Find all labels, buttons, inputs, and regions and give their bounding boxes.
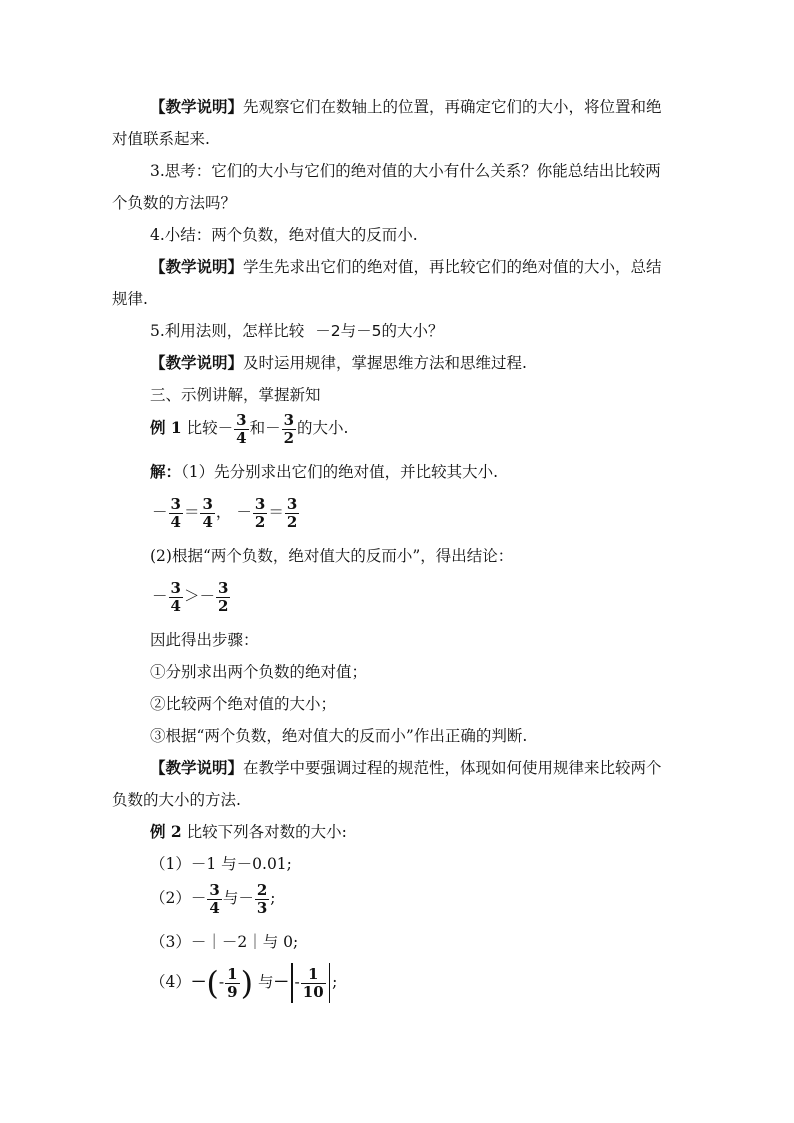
q5-prefix: 5.利用法则，怎样比较 [150, 322, 305, 340]
example-1 [150, 408, 348, 448]
fraction: $\frac{3}{4}$ [209, 880, 220, 917]
steps-intro: 因此得出步骤： [150, 631, 259, 649]
section-heading: 三、示例讲解，掌握新知 [150, 386, 321, 404]
note-text: 学生先求出它们的绝对值，再比较它们的绝对值的大小，总结 [243, 258, 662, 276]
example-2-item-2: （2）－ $\frac{3}{4}$ 与－ $\frac{2}{3}$ ; [150, 880, 276, 917]
example-2-label: 例 2 [150, 822, 182, 841]
note-paragraph-3 [150, 353, 527, 373]
solution-label: 解： [150, 462, 182, 481]
solution-step-1 [150, 462, 498, 482]
example-1-prefix: 比较－ [186, 419, 234, 437]
fraction: $\frac{1}{10}$ [302, 964, 324, 1001]
fraction: $\frac{1}{9}$ [227, 964, 238, 1001]
example-2-item-4: （4）－(- $\frac{1}{9}$ ) 与－ - $\frac{1}{10}$ ; [150, 964, 338, 1002]
example-2-item-1: （1）－1 与－0.01; [150, 855, 292, 873]
note-label: 【教学说明】 [150, 353, 244, 372]
note-label: 【教学说明】 [150, 257, 244, 276]
fraction: $\frac{2}{3}$ [256, 880, 268, 917]
equation-absolute-values: － $\frac{3}{4}$ ＝ $\frac{3}{4}$ ， － $\frac{3}{2}$ ＝ $\frac{3}{2}$ [152, 494, 298, 531]
example-2-text: 比较下列各对数的大小: [186, 823, 347, 841]
fraction: $\frac{3}{4}$ [170, 494, 181, 531]
summary-4: 4.小结：两个负数，绝对值大的反而小. [150, 226, 418, 244]
note-paragraph-2 [150, 257, 662, 277]
abs-bar-left [291, 963, 293, 1003]
fraction: $\frac{3}{4}$ [236, 410, 247, 447]
note-label: 【教学说明】 [150, 97, 244, 116]
question-3-cont: 个负数的方法吗？ [112, 194, 237, 212]
note-paragraph-2-cont: 规律. [112, 290, 148, 308]
note-paragraph-4-cont: 负数的大小的方法. [112, 791, 241, 809]
example-1-mid: 和－ [249, 419, 281, 437]
note-text: 及时运用规律，掌握思维方法和思维过程. [243, 354, 527, 372]
fraction: $\frac{3}{4}$ [202, 494, 213, 531]
note-paragraph-4 [150, 758, 662, 778]
example-1-label: 例 1 [150, 418, 182, 437]
abs-bar-right [329, 963, 331, 1003]
q5-suffix: 的大小？ [381, 322, 444, 340]
q5-number-b: －5 [356, 322, 382, 340]
note-paragraph-1-cont: 对值联系起来. [112, 130, 210, 148]
fraction: $\frac{3}{2}$ [286, 494, 298, 531]
step-1: ①分别求出两个负数的绝对值； [150, 663, 368, 681]
step-3: ③根据“两个负数，绝对值大的反而小”作出正确的判断. [150, 727, 528, 745]
q5-number-a: －2 [315, 322, 341, 340]
solution-step-2: (2)根据“两个负数，绝对值大的反而小”，得出结论： [150, 547, 514, 565]
fraction: $\frac{3}{4}$ [170, 578, 181, 615]
example-1-suffix: 的大小. [297, 419, 349, 437]
fraction: $\frac{3}{2}$ [254, 494, 266, 531]
q5-mid: 与 [340, 322, 357, 340]
note-text: 先观察它们在数轴上的位置，再确定它们的大小，将位置和绝 [243, 98, 662, 116]
question-5 [150, 321, 444, 341]
solution-text: （1）先分别求出它们的绝对值，并比较其大小. [181, 463, 499, 481]
fraction: $\frac{3}{2}$ [217, 578, 229, 615]
equation-conclusion: － $\frac{3}{4}$ ＞－ $\frac{3}{2}$ [152, 578, 229, 615]
note-text: 在教学中要强调过程的规范性，体现如何使用规律来比较两个 [243, 759, 662, 777]
example-2 [150, 822, 347, 842]
fraction: $\frac{3}{2}$ [283, 410, 295, 447]
note-paragraph-1 [150, 97, 662, 117]
example-2-item-3: （3）－｜－2｜与 0; [150, 933, 299, 951]
step-2: ②比较两个绝对值的大小； [150, 695, 337, 713]
question-3: 3.思考：它们的大小与它们的绝对值的大小有什么关系？你能总结出比较两 [150, 162, 661, 180]
note-label: 【教学说明】 [150, 758, 244, 777]
